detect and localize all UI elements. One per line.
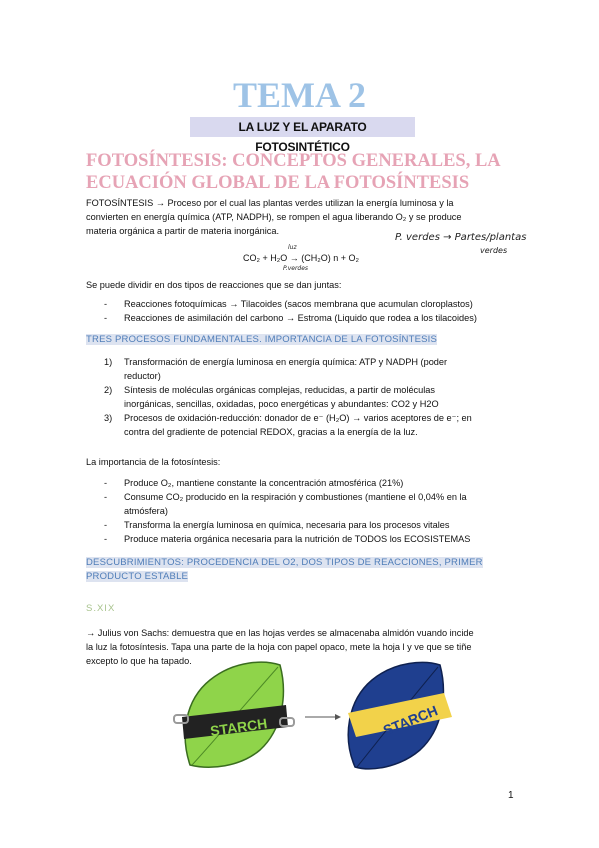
- starch-label-right: STARCH: [380, 702, 440, 739]
- list-item: - Reacciones de asimilación del carbono → Estroma (Liquido que rodea a los tilacoides): [104, 313, 477, 323]
- intro-line-3: materia orgánica a partir de materia inorgánica.: [86, 226, 280, 236]
- section-heading: FOTOSÍNTESIS: CONCEPTOS GENERALES, LA ECUACIÓN GLOBAL DE LA FOTOSÍNTESIS: [86, 151, 500, 193]
- importance-text: La importancia de la fotosíntesis:: [86, 457, 221, 467]
- handwriting-annot-2: Partes/plantas: [454, 232, 527, 243]
- section-heading-processes: TRES PROCESOS FUNDAMENTALES. IMPORTANCIA DE LA FOTOSÍNTESIS: [86, 334, 438, 345]
- intro-line-1: FOTOSÍNTESIS → Proceso por el cual las plantas verdes utilizan la energía luminosa y la: [86, 198, 454, 208]
- sachs-line-1: → Julius von Sachs: demuestra que en las hojas verdes se almacenaba almidón vuando incide: [86, 628, 474, 638]
- photosynthesis-formula: CO₂ + H₂O → (CH₂O) n + O₂: [243, 253, 359, 263]
- sachs-line-3: excepto lo que ha tapado.: [86, 656, 192, 666]
- arrow-icon: [305, 714, 341, 720]
- divide-text: Se puede dividir en dos tipos de reacciones que se dan juntas:: [86, 280, 342, 290]
- handwriting-annot-1: P. verdes →: [395, 232, 452, 243]
- list-item: 1) Transformación de energía luminosa en energía química: ATP y NADPH (poder reductor): [104, 357, 448, 381]
- page-number: 1: [508, 790, 514, 801]
- list-item: - Produce O₂, mantiene constante la concentración atmosférica (21%): [104, 478, 404, 488]
- sachs-leaf-figure: [170, 655, 470, 775]
- page-title: TEMA 2: [232, 75, 366, 115]
- processes-list: [104, 355, 524, 439]
- handwriting-annot-3: verdes: [480, 246, 508, 255]
- handwriting-pverdes: P.verdes: [283, 265, 309, 272]
- intro-line-2: convierten en energía química (ATP, NADPH), se rompen el agua liberando O₂ y se produce: [86, 212, 462, 222]
- sachs-line-2: la luz la fotosíntesis. Tapa una parte de la hoja con papel opaco, mete la hoja l y ve que se tiñe: [86, 642, 472, 652]
- list-item: 2) Síntesis de moléculas orgánicas complejas, reducidas, a partir de moléculas inorgánicas, sencillas, oxidadas, poco energéticas y abundantes: CO2 y H2O: [104, 385, 439, 409]
- reactions-list: [104, 297, 524, 325]
- page-subtitle: LA LUZ Y EL APARATO FOTOSINTÉTICO: [190, 117, 415, 137]
- century-label: S.XIX: [86, 603, 116, 614]
- list-item: - Transforma la energía luminosa en química, necesaria para los procesos vitales: [104, 520, 450, 530]
- list-item: - Reacciones fotoquímicas → Tilacoides (sacos membrana que acumulan cloroplastos): [104, 299, 473, 309]
- blue-leaf-image: [348, 662, 452, 768]
- list-item: 3) Procesos de oxidación-reducción: donador de e⁻ (H₂O) → varios aceptores de e⁻; en contra del gradiente de potencial REDOX, gracias a la energía de la luz.: [104, 413, 472, 437]
- handwriting-annotation: [395, 232, 526, 243]
- list-item: - Consume CO₂ producido en la respiración y combustiones (mantiene el 0,04% en la atmósfera): [104, 492, 467, 516]
- starch-label-left: STARCH: [209, 715, 269, 739]
- importance-list: [104, 476, 524, 546]
- handwriting-luz: luz: [288, 244, 297, 251]
- section-heading-discoveries: DESCUBRIMIENTOS: PROCEDENCIA DEL O2, DOS TIPOS DE REACCIONES, PRIMER PRODUCTO ESTABLE: [86, 557, 483, 582]
- list-item: - Produce materia orgánica necesaria para la nutrición de TODOS los ECOSISTEMAS: [104, 534, 471, 544]
- green-leaf-image: [174, 662, 294, 767]
